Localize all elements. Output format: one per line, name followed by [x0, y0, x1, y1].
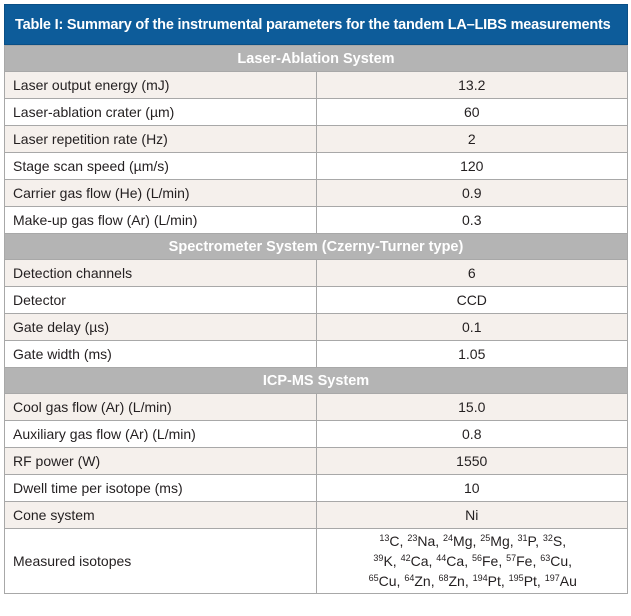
- isotope-element: Mg: [490, 533, 510, 549]
- parameter-value: 6: [316, 260, 628, 287]
- isotope-mass: 56: [471, 553, 482, 563]
- section-heading: ICP-MS System: [5, 368, 628, 394]
- table-row: [5, 421, 628, 448]
- parameter-label: Make-up gas flow (Ar) (L/min): [5, 207, 317, 234]
- parameter-label: RF power (W): [5, 448, 317, 475]
- isotope-mass: 25: [480, 533, 491, 543]
- parameter-value: 1.05: [316, 341, 628, 368]
- isotope-mass: 64: [404, 573, 415, 583]
- parameter-value: 0.1: [316, 314, 628, 341]
- isotope: [473, 573, 501, 589]
- table-row: [5, 180, 628, 207]
- parameter-value: CCD: [316, 287, 628, 314]
- isotope-element: Cu: [550, 553, 569, 569]
- isotope: [407, 533, 435, 549]
- isotope: [506, 553, 532, 569]
- isotope-element: Ca: [446, 553, 465, 569]
- isotope: [369, 573, 397, 589]
- isotope: [472, 553, 498, 569]
- parameter-value: 13.2: [316, 72, 628, 99]
- parameter-label: Dwell time per isotope (ms): [5, 475, 317, 502]
- table-row: [5, 394, 628, 421]
- parameter-label: Laser repetition rate (Hz): [5, 126, 317, 153]
- isotope: [443, 533, 472, 549]
- isotope: [436, 553, 464, 569]
- table-title: [4, 4, 628, 45]
- isotope-element: Fe: [516, 553, 533, 569]
- parameter-value: 0.8: [316, 421, 628, 448]
- section-heading: Laser-Ablation System: [5, 46, 628, 72]
- isotope-element: Au: [559, 573, 577, 589]
- table-title-lead: Table I:: [15, 16, 64, 33]
- isotope-line: $^{13}$C, $^{23}$Na, $^{24}$Mg, $^{25}$Mg, $^{31}$P, $^{32}$S,: [379, 533, 567, 549]
- parameter-label: Carrier gas flow (He) (L/min): [5, 180, 317, 207]
- parameter-value: 0.3: [316, 207, 628, 234]
- table-row: [5, 153, 628, 180]
- isotope-element: Ca: [410, 553, 429, 569]
- parameter-label: Cool gas flow (Ar) (L/min): [5, 394, 317, 421]
- parameter-value: Ni: [316, 502, 628, 529]
- isotope-mass: 31: [517, 533, 528, 543]
- isotope-mass: 65: [368, 573, 379, 583]
- isotope: [379, 533, 399, 549]
- isotope-element: K: [383, 553, 393, 569]
- isotope-list: [316, 529, 628, 594]
- isotope-mass: 42: [400, 553, 411, 563]
- isotope: [404, 573, 430, 589]
- isotope-element: Zn: [414, 573, 431, 589]
- parameter-label: Stage scan speed (µm/s): [5, 153, 317, 180]
- parameter-label: Detector: [5, 287, 317, 314]
- parameter-value: 120: [316, 153, 628, 180]
- parameter-label: Laser-ablation crater (µm): [5, 99, 317, 126]
- isotope: [543, 533, 562, 549]
- isotope-mass: 197: [544, 573, 560, 583]
- isotope-mass: 195: [508, 573, 524, 583]
- parameters-grid: [4, 45, 628, 594]
- isotope-element: Pt: [487, 573, 501, 589]
- section-header-row: [5, 368, 628, 394]
- isotope: [509, 573, 537, 589]
- parameter-label: Detection channels: [5, 260, 317, 287]
- parameter-label: Gate delay (µs): [5, 314, 317, 341]
- isotope-element: Pt: [523, 573, 537, 589]
- table-row: [5, 448, 628, 475]
- table-row: [5, 260, 628, 287]
- table-row: [5, 341, 628, 368]
- table-row: [5, 126, 628, 153]
- section-header-row: [5, 234, 628, 260]
- parameters-table: [4, 4, 628, 594]
- isotope-mass: 194: [472, 573, 488, 583]
- isotope: [438, 573, 464, 589]
- parameter-label: Auxiliary gas flow (Ar) (L/min): [5, 421, 317, 448]
- table-row: [5, 207, 628, 234]
- isotope-mass: 32: [542, 533, 553, 543]
- isotope-element: Cu: [378, 573, 397, 589]
- isotope-mass: 68: [438, 573, 449, 583]
- isotope-mass: 57: [506, 553, 517, 563]
- isotope-element: Mg: [453, 533, 473, 549]
- isotope-element: Fe: [481, 553, 499, 569]
- table-row: [5, 287, 628, 314]
- isotope-line: $^{39}$K, $^{42}$Ca, $^{44}$Ca, $^{56}$Fe, $^{57}$Fe, $^{63}$Cu,: [373, 553, 573, 569]
- isotope: [480, 533, 509, 549]
- parameter-value: 15.0: [316, 394, 628, 421]
- parameter-label: Cone system: [5, 502, 317, 529]
- isotope-mass: 44: [436, 553, 447, 563]
- parameter-value: 10: [316, 475, 628, 502]
- isotope-element: C: [389, 533, 400, 549]
- isotope-mass: 63: [540, 553, 551, 563]
- isotope-mass: 13: [379, 533, 390, 543]
- isotope-element: P: [527, 533, 536, 549]
- table-row-isotopes: [5, 529, 628, 594]
- table-row: [5, 72, 628, 99]
- table-row: [5, 475, 628, 502]
- parameter-label: Measured isotopes: [5, 529, 317, 594]
- isotope: [545, 573, 577, 589]
- parameter-label: Laser output energy (mJ): [5, 72, 317, 99]
- isotope-element: S: [552, 533, 563, 549]
- table-row: [5, 502, 628, 529]
- isotope: [373, 553, 392, 569]
- parameter-value: 2: [316, 126, 628, 153]
- isotope: [401, 553, 429, 569]
- parameter-value: 60: [316, 99, 628, 126]
- section-heading: Spectrometer System (Czerny-Turner type): [5, 234, 628, 260]
- table-row: [5, 314, 628, 341]
- section-header-row: [5, 46, 628, 72]
- isotope-element: Na: [417, 533, 436, 549]
- isotope: [518, 533, 536, 549]
- isotope-element: Zn: [448, 573, 465, 589]
- isotope-line: $^{65}$Cu, $^{64}$Zn, $^{68}$Zn, $^{194}$Pt, $^{195}$Pt, $^{197}$Au: [368, 573, 577, 589]
- isotope-mass: 24: [443, 533, 454, 543]
- isotope-mass: 39: [373, 553, 384, 563]
- table-title-text: Summary of the instrumental parameters for the tandem LA–LIBS measurements: [63, 16, 611, 33]
- table-row: [5, 99, 628, 126]
- isotope: [540, 553, 568, 569]
- isotope-mass: 23: [407, 533, 418, 543]
- parameter-value: 0.9: [316, 180, 628, 207]
- parameter-value: 1550: [316, 448, 628, 475]
- parameter-label: Gate width (ms): [5, 341, 317, 368]
